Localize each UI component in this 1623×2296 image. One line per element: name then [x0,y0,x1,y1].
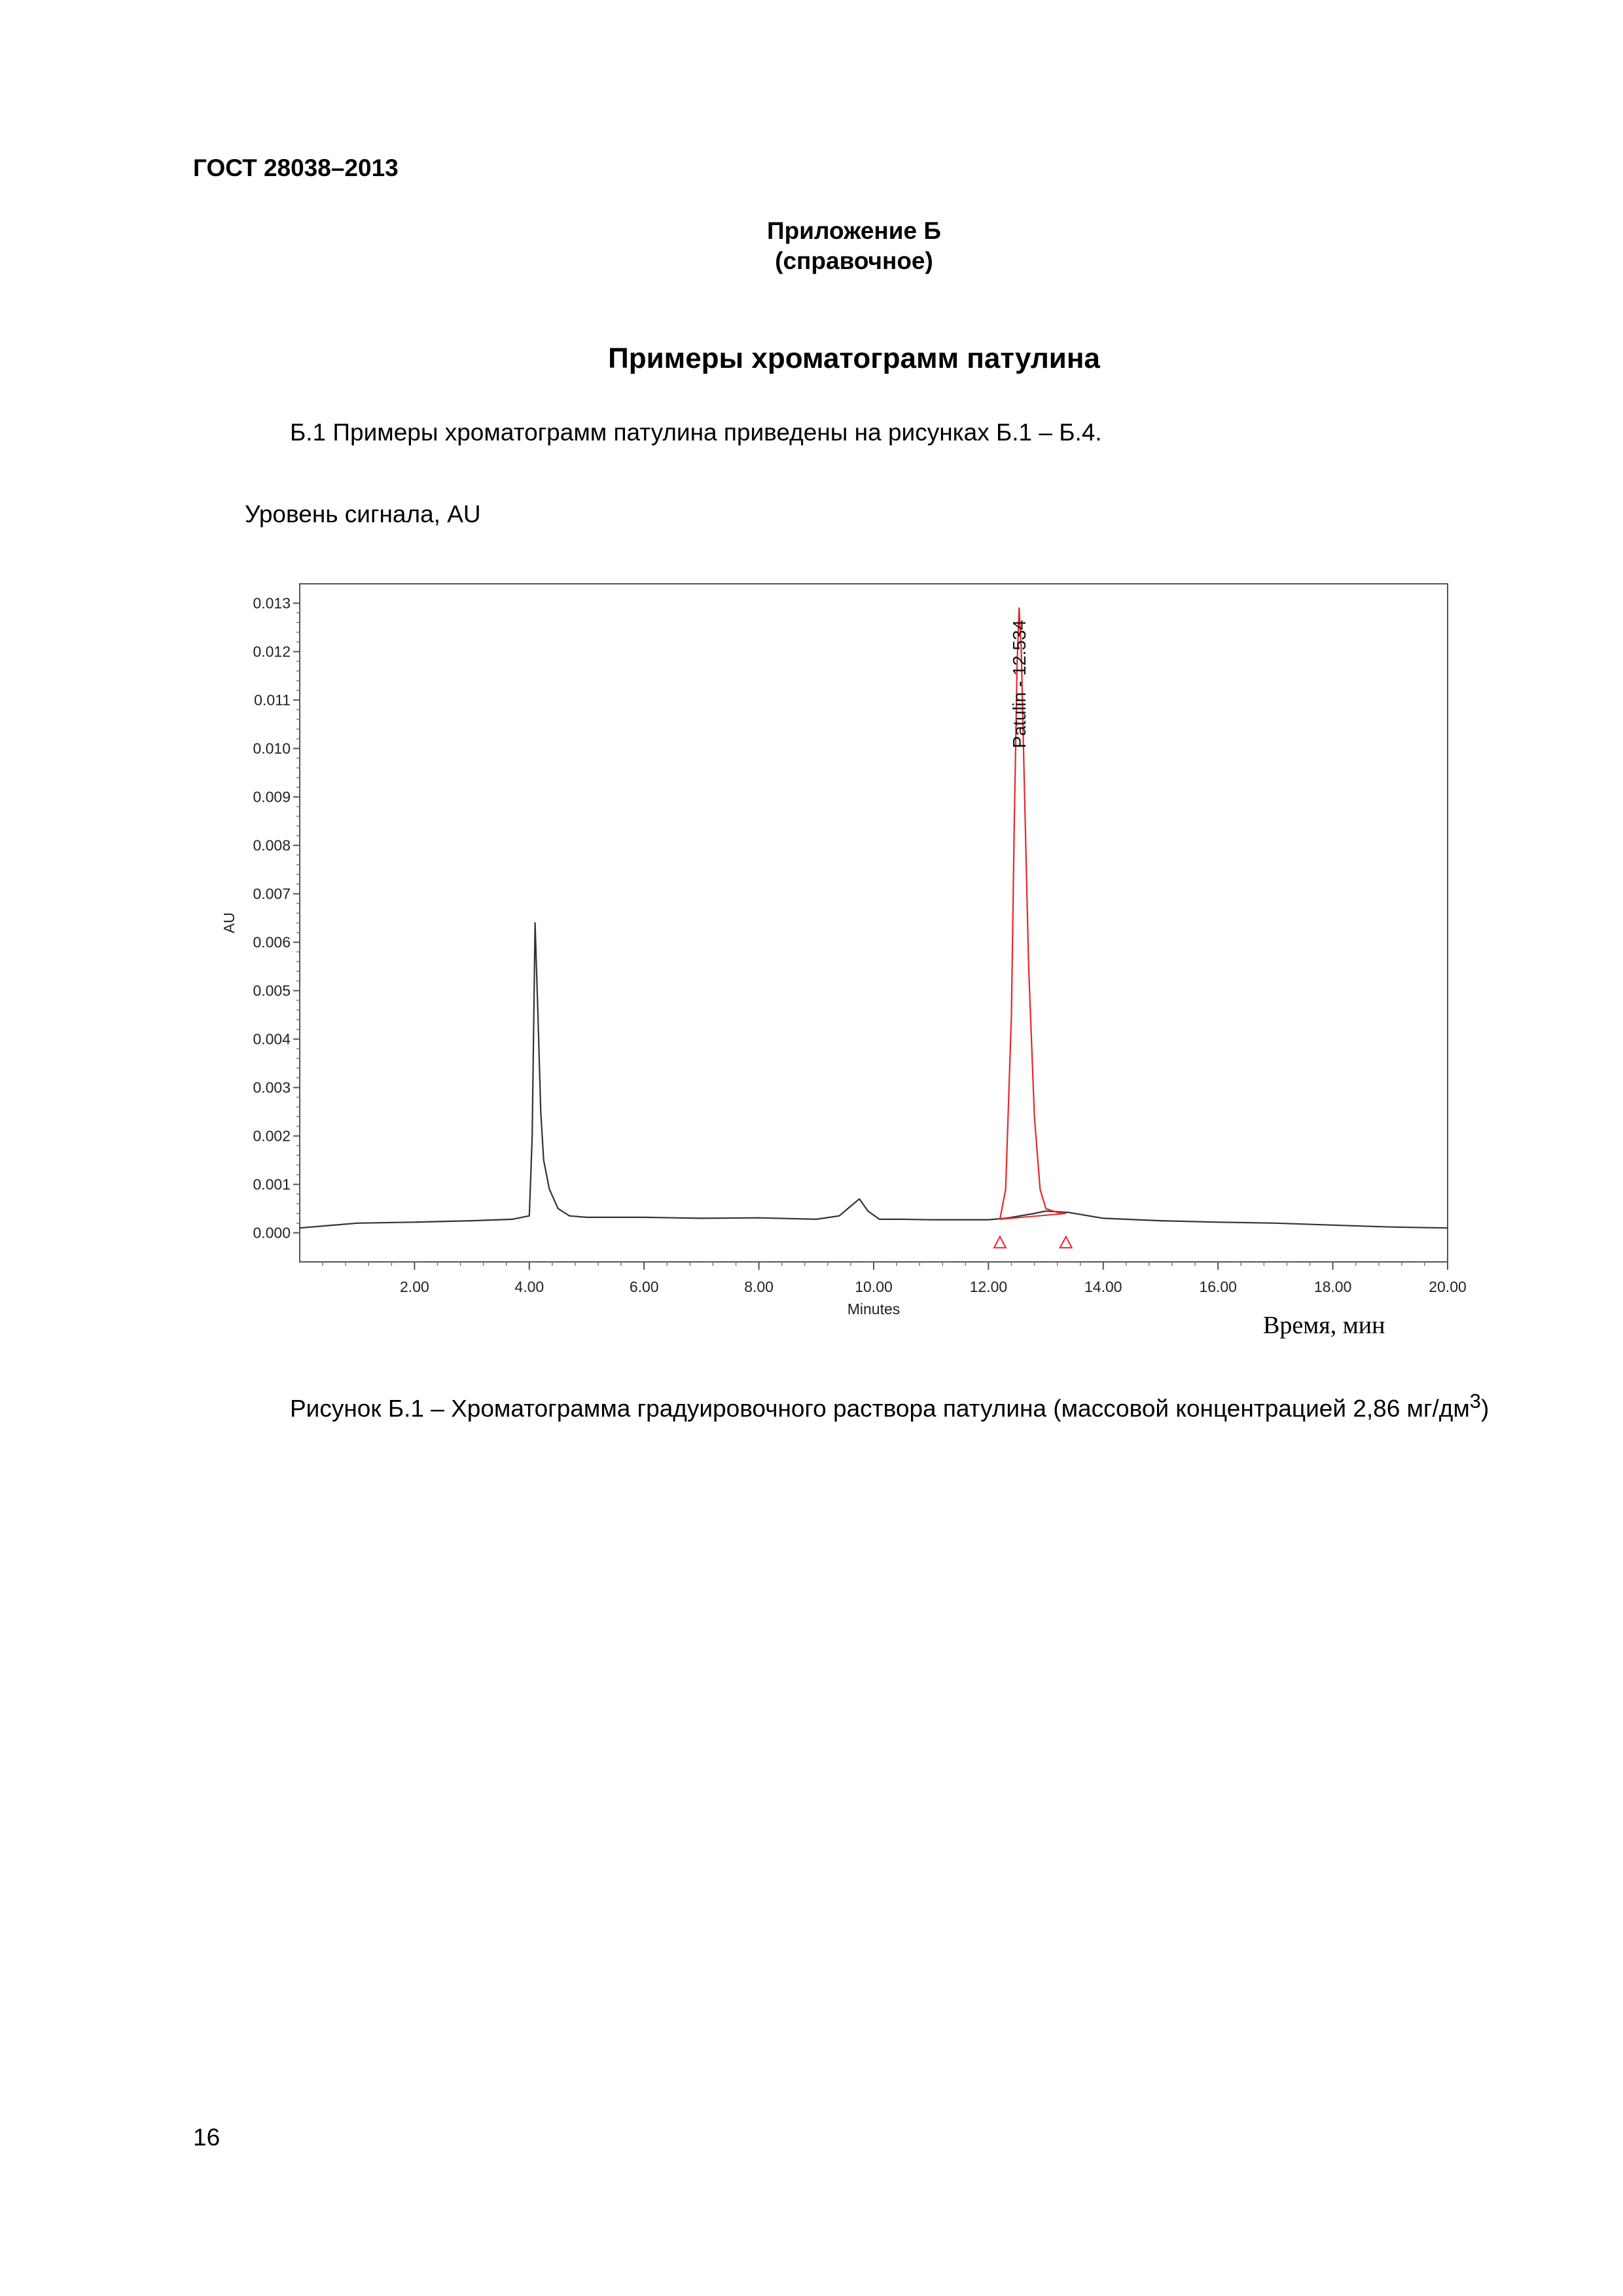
y-tick-label: 0.002 [253,1127,291,1145]
intro-paragraph: Б.1 Примеры хроматограмм патулина приведены на рисунках Б.1 – Б.4. [290,419,1102,446]
caption-superscript: 3 [1469,1390,1481,1412]
chromatogram-chart [216,569,1486,1329]
series-layer [300,608,1448,1247]
chromatogram-line [300,923,1448,1228]
annex-heading [0,216,1623,276]
y-tick-label: 0.005 [253,982,291,999]
y-tick-label: 0.006 [253,933,291,951]
peak-label: Patulin - 12.534 [1009,620,1030,749]
x-tick-label: 6.00 [629,1278,659,1295]
x-tick-label: 12.00 [969,1278,1008,1295]
peak-end-marker [1060,1236,1072,1247]
caption-text: Рисунок Б.1 – Хроматограмма градуировочного раствора патулина (массовой концентрацией 2,86 мг/дм [290,1395,1470,1422]
y-tick-label: 0.012 [253,643,291,660]
x-tick-label: 16.00 [1199,1278,1237,1295]
peak-start-marker [994,1236,1006,1247]
figure-caption [193,1386,1495,1424]
y-tick-label: 0.003 [253,1079,291,1096]
y-tick-label: 0.008 [253,836,291,854]
y-tick-label: 0.010 [253,740,291,757]
caption-end: ) [1480,1395,1489,1422]
time-axis-label: Время, мин [1263,1312,1385,1339]
y-tick-label: 0.013 [253,594,291,612]
plot-frame [300,584,1448,1262]
y-axis-title: AU [221,912,238,933]
document-code: ГОСТ 28038–2013 [193,154,399,181]
axes-layer [293,584,1448,1270]
annex-subtitle: (справочное) [775,247,933,274]
x-tick-label: 8.00 [744,1278,774,1295]
x-tick-label: 14.00 [1084,1278,1122,1295]
y-tick-label: 0.000 [253,1224,291,1242]
x-axis-title: Minutes [847,1300,901,1318]
page-number: 16 [193,2124,221,2151]
y-tick-label: 0.004 [253,1030,291,1048]
y-tick-label: 0.011 [254,691,291,709]
x-tick-label: 20.00 [1429,1278,1467,1295]
y-tick-label: 0.001 [253,1175,291,1193]
signal-level-label: Уровень сигнала, AU [245,501,481,528]
y-tick-label: 0.007 [253,885,291,903]
y-tick-label: 0.009 [253,788,291,806]
x-tick-label: 2.00 [400,1278,429,1295]
x-tick-label: 4.00 [514,1278,544,1295]
x-tick-label: 10.00 [855,1278,893,1295]
x-tick-label: 18.00 [1313,1278,1352,1295]
label-layer [221,595,1467,1318]
section-title: Примеры хроматограмм патулина [608,342,1100,374]
annex-title: Приложение Б [767,217,941,244]
